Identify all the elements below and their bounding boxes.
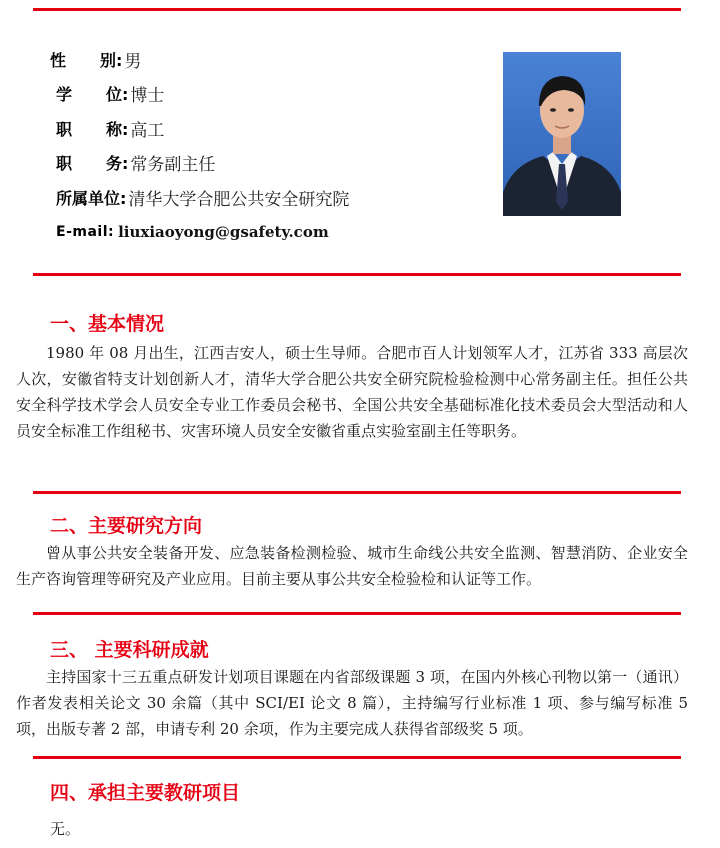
top-divider <box>33 8 681 11</box>
divider-3 <box>33 612 681 615</box>
divider-2 <box>33 491 681 494</box>
degree-row <box>50 77 349 112</box>
gender-row <box>50 42 349 77</box>
profile-photo <box>503 52 621 216</box>
position-row <box>50 146 349 181</box>
gender-label <box>50 48 122 71</box>
gender-value: 男 <box>124 51 142 72</box>
email-value[interactable]: liuxiaoyong@gsafety.com <box>118 222 329 241</box>
section-body-basic: 1980 年 08 月出生，江西吉安人，硕士生导师。合肥市百人计划领军人才，江苏省 333 高层次人次，安徽省特支计划创新人才，清华大学合肥公共安全研究院检验检测中心常务副主任。担任公共安全科学技术学会人员安全专业工作委员会秘书、全国公共安全基础标准化技术委员会大型活动和人员安全标准工作组秘书、灾害环境人员安全安徽省重点实验室副主任等职务。 <box>16 344 688 440</box>
divider-4 <box>33 756 681 759</box>
degree-label-char2: 位: <box>106 85 129 105</box>
section-body-projects: 无。 <box>50 820 81 838</box>
degree-value: 博士 <box>130 86 165 107</box>
unit-row <box>50 180 349 215</box>
degree-label <box>56 82 128 105</box>
title-label-char1: 职 <box>56 119 107 139</box>
gender-label-char1: 性 <box>50 50 101 70</box>
title-row <box>50 111 349 146</box>
section-heading-projects: 四、承担主要教研项目 <box>50 782 241 804</box>
unit-label: 所属单位: <box>56 188 127 208</box>
portrait-image <box>503 52 621 216</box>
section-heading-basic: 一、基本情况 <box>50 313 165 335</box>
email-label: E-mail: <box>56 223 115 240</box>
position-label-char2: 务: <box>106 154 129 174</box>
title-label <box>56 117 128 140</box>
section-heading-research: 二、主要研究方向 <box>50 515 203 537</box>
position-label-char1: 职 <box>56 154 107 174</box>
unit-value: 清华大学合肥公共安全研究院 <box>128 189 350 210</box>
gender-label-char2: 别: <box>100 50 123 70</box>
email-row <box>50 215 349 250</box>
section-body-achievements: 主持国家十三五重点研发计划项目课题在内省部级课题 3 项，在国内外核心刊物以第一（通讯）作者发表相关论文 30 余篇（其中 SCI/EI 论文 8 篇），主持编写行业标准 1 项、参与编写标准 5 项，出版专著 2 部，申请专利 20 余项，作为主要完成人获得省部级奖 5 项。 <box>16 668 688 738</box>
title-label-char2: 称: <box>106 119 129 139</box>
profile-info <box>50 42 349 249</box>
section-body-research: 曾从事公共安全装备开发、应急装备检测检验、城市生命线公共安全监测、智慧消防、企业安全生产咨询管理等研究及产业应用。目前主要从事公共安全检验检和认证等工作。 <box>16 544 688 588</box>
position-value: 常务副主任 <box>130 155 216 176</box>
position-label <box>56 151 128 174</box>
degree-label-char1: 学 <box>56 85 107 105</box>
divider-1 <box>33 273 681 276</box>
section-heading-achievements: 三、 主要科研成就 <box>50 639 209 661</box>
title-value: 高工 <box>130 120 165 141</box>
